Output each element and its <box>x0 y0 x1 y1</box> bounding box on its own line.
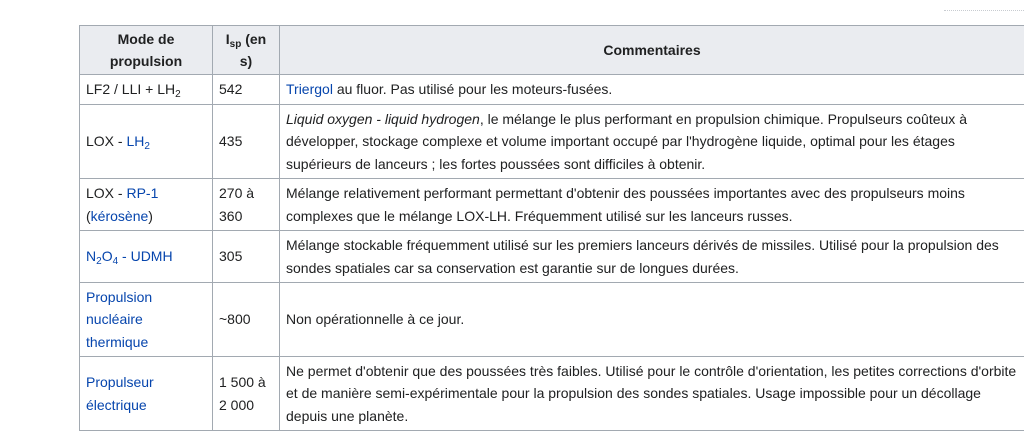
top-divider <box>944 10 1024 11</box>
cell-isp: 305 <box>213 231 280 283</box>
table-row <box>80 75 1024 105</box>
header-mode[interactable]: Mode de propulsion <box>80 26 213 75</box>
table-row <box>80 357 1024 431</box>
cell-comment: Mélange relativement performant permettant d'obtenir des poussées importantes avec des propulseurs moins complexes que le mélange LOX-LH. Fréquemment utilisé sur les lanceurs russes. <box>280 179 1024 231</box>
cell-mode <box>80 231 213 283</box>
cell-comment: Ne permet d'obtenir que des poussées très faibles. Utilisé pour le contrôle d'orientation, les petites corrections d'orbite et de manière semi-expérimentale pour la propulsion des sondes spatiales. Usage impossible pour un décollage depuis une planète. <box>280 357 1024 431</box>
table-row <box>80 231 1024 283</box>
link-propulsion-nucleaire[interactable]: Propulsion nucléaire thermique <box>86 288 153 350</box>
cell-isp: ~800 <box>213 283 280 357</box>
cell-comment: Mélange stockable fréquemment utilisé sur les premiers lanceurs dérivés de missiles. Utilisé pour la propulsion des sondes spatiales car sa conservation est garantie sur de longues durées. <box>280 231 1024 283</box>
cell-comment: Triergol au fluor. Pas utilisé pour les moteurs-fusées. <box>280 75 1024 105</box>
cell-mode <box>80 357 213 431</box>
cell-mode <box>80 283 213 357</box>
table-row <box>80 105 1024 179</box>
link-kerosene[interactable]: kérosène <box>90 207 149 224</box>
propulsion-table <box>79 25 1024 431</box>
link-rp1[interactable]: RP-1 <box>126 185 159 202</box>
header-row <box>80 26 1024 75</box>
table-row <box>80 179 1024 231</box>
link-lh2[interactable]: $LH_2$ <box>126 133 150 153</box>
cell-comment: Non opérationnelle à ce jour. <box>280 283 1024 357</box>
cell-mode: LF2 / LLI + $LH_2$ <box>80 75 213 105</box>
link-propulseur-electrique[interactable]: Propulseur électrique <box>86 374 154 413</box>
table-row <box>80 283 1024 357</box>
cell-mode: LOX - RP-1 (kérosène) <box>80 179 213 231</box>
cell-isp: 270 à 360 <box>213 179 280 231</box>
cell-isp: 1 500 à 2 000 <box>213 357 280 431</box>
cell-isp: 435 <box>213 105 280 179</box>
cell-comment: Liquid oxygen - liquid hydrogen, le mélange le plus performant en propulsion chimique. Propulseurs coûteux à développer, stockage complexe et volume important occupé par l'hydrogène liquide, optimal pour les étages supérieurs de lanceurs ; les fortes poussées sont difficiles à obtenir. <box>280 105 1024 179</box>
cell-mode: LOX - $LH_2$ <box>80 105 213 179</box>
cell-isp: 542 <box>213 75 280 105</box>
link-triergol[interactable]: Triergol <box>286 81 333 98</box>
header-comments[interactable]: Commentaires <box>280 26 1024 75</box>
header-isp[interactable]: $I_{sp}$ (en s) <box>213 26 280 75</box>
link-n2o4-udmh[interactable]: $N_2O_4$ - UDMH <box>86 248 173 268</box>
